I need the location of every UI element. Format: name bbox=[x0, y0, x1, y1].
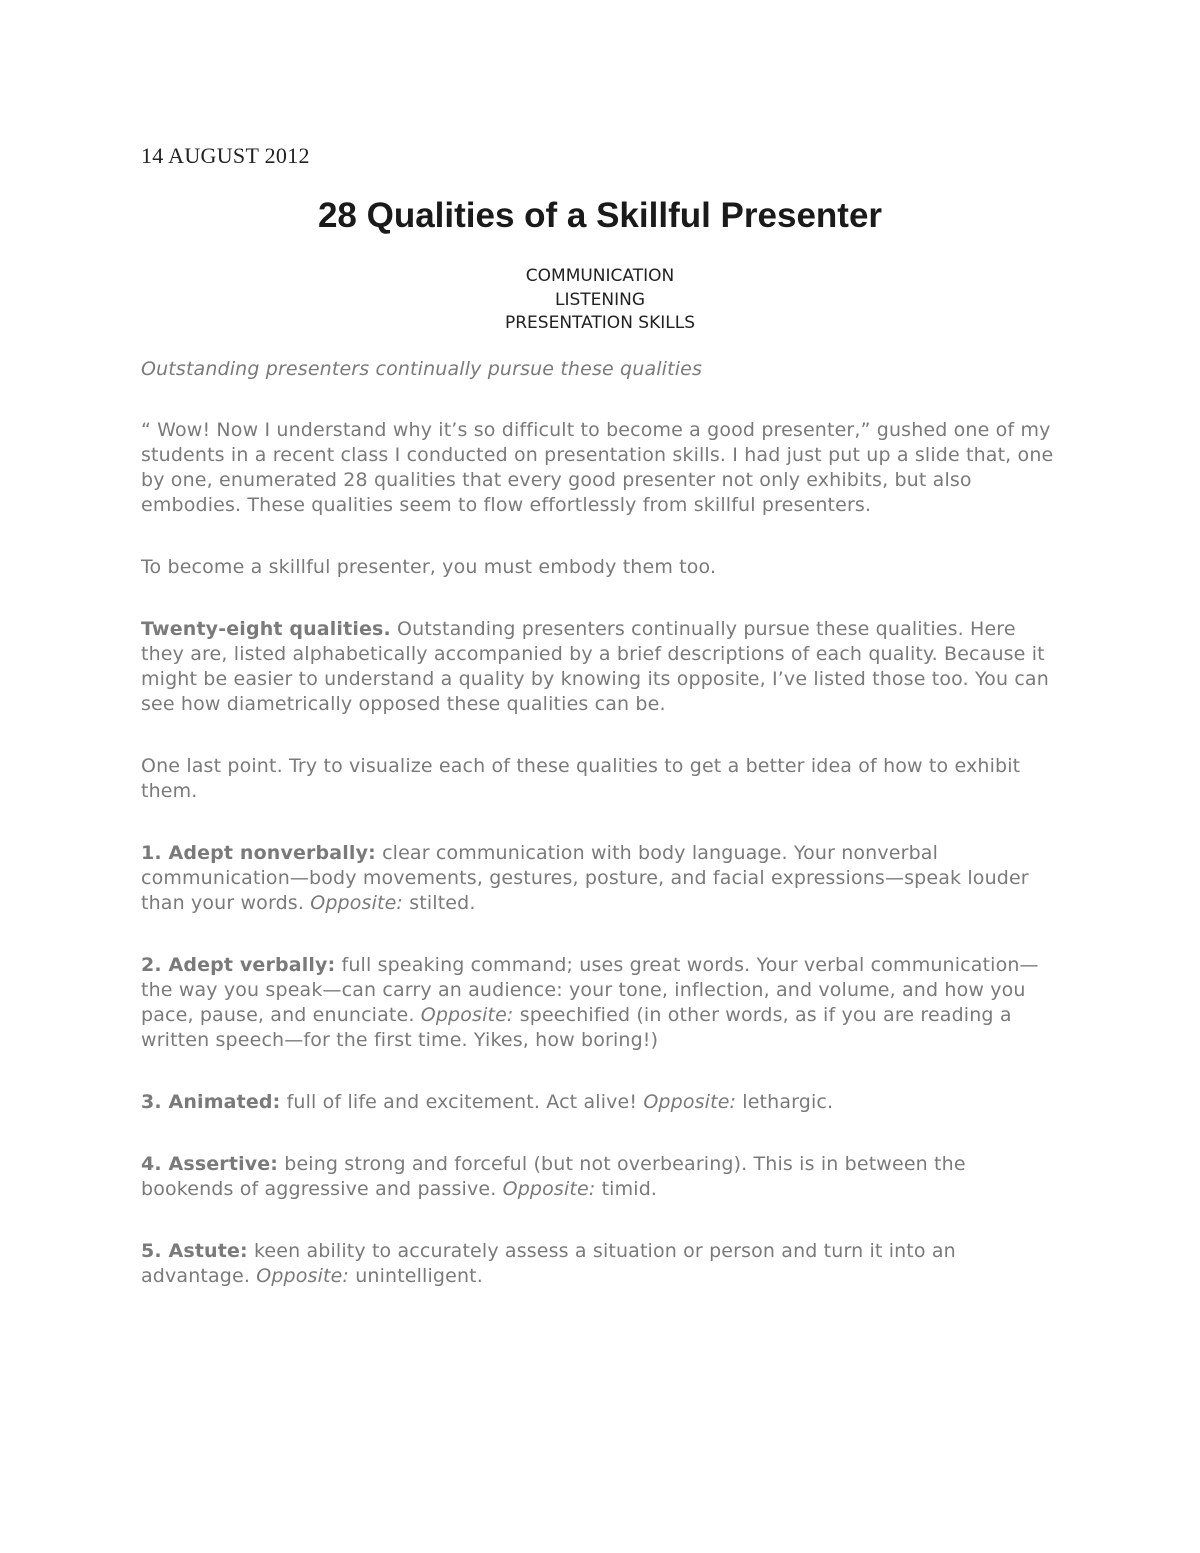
article-subtitle: Outstanding presenters continually pursue these qualities bbox=[141, 358, 703, 380]
post-date: 14 AUGUST 2012 bbox=[141, 143, 310, 168]
paragraph-text: Outstanding presenters continually pursue these qualities. Here they are, listed alphabetically accompanied by a brief descriptions of each quality. Because it might be easier to understand a quality by knowing its opposite, I’ve listed those too. You can see how diametrically opposed these qualities can be. bbox=[141, 618, 1049, 715]
quality-heading: 3. Animated: bbox=[141, 1091, 281, 1113]
quality-item-3 bbox=[141, 1090, 1061, 1115]
opposite-label: Opposite: bbox=[643, 1091, 737, 1113]
quality-heading: 1. Adept nonverbally: bbox=[141, 842, 376, 864]
intro-paragraph: “ Wow! Now I understand why it’s so difficult to become a good presenter,” gushed one of my students in a recent class I conducted on presentation skills. I had just put up a slide that, one by one, enumerated 28 qualities that every good presenter not only exhibits, but also embodies. These qualities seem to flow effortlessly from skillful presenters. bbox=[141, 419, 1054, 516]
opposite-value: lethargic. bbox=[736, 1091, 834, 1113]
tag-presentation-skills[interactable]: PRESENTATION SKILLS bbox=[504, 313, 695, 333]
quality-description: full speaking command; uses great words. Your verbal communication—the way you speak—can carry an audience: your tone, inflection, and volume, and how you pace, pause, and enunciate. bbox=[141, 954, 1039, 1026]
last-point-paragraph: One last point. Try to visualize each of these qualities to get a better idea of how to exhibit them. bbox=[141, 755, 1021, 802]
opposite-value: timid. bbox=[595, 1178, 658, 1200]
tag-listening[interactable]: LISTENING bbox=[554, 289, 646, 310]
quality-heading: 4. Assertive: bbox=[141, 1153, 279, 1175]
opposite-value: unintelligent. bbox=[349, 1265, 483, 1287]
tag-list bbox=[0, 265, 1200, 336]
quality-description: clear communication with body language. Your nonverbal communication—body movements, gestures, posture, and facial expressions—speak louder than your words. bbox=[141, 842, 1029, 914]
opposite-label: Opposite: bbox=[310, 892, 403, 914]
quality-heading: 5. Astute: bbox=[141, 1240, 248, 1262]
paragraph-heading: Twenty-eight qualities. bbox=[141, 618, 391, 640]
tag-communication[interactable]: COMMUNICATION bbox=[525, 266, 675, 286]
quality-description: full of life and excitement. Act alive! bbox=[280, 1091, 644, 1113]
page-title: 28 Qualities of a Skillful Presenter bbox=[317, 196, 883, 235]
quality-heading: 2. Adept verbally: bbox=[141, 954, 336, 976]
opposite-label: Opposite: bbox=[256, 1265, 349, 1287]
embody-paragraph: To become a skillful presenter, you must embody them too. bbox=[141, 556, 717, 578]
twenty-eight-paragraph bbox=[141, 617, 1061, 717]
opposite-label: Opposite: bbox=[420, 1004, 514, 1026]
opposite-value: speechified (in other words, as if you are reading a written speech—for the first time. Yikes, how boring!) bbox=[141, 1004, 1012, 1051]
article-body bbox=[141, 357, 1061, 1326]
opposite-label: Opposite: bbox=[502, 1178, 596, 1200]
quality-item-4 bbox=[141, 1152, 1061, 1202]
quality-item-1 bbox=[141, 841, 1061, 916]
quality-description: keen ability to accurately assess a situation or person and turn it into an advantage. bbox=[141, 1240, 956, 1287]
opposite-value: stilted. bbox=[403, 892, 476, 914]
quality-item-2 bbox=[141, 953, 1061, 1053]
quality-item-5 bbox=[141, 1239, 1061, 1289]
quality-description: being strong and forceful (but not overbearing). This is in between the bookends of aggressive and passive. bbox=[141, 1153, 966, 1200]
